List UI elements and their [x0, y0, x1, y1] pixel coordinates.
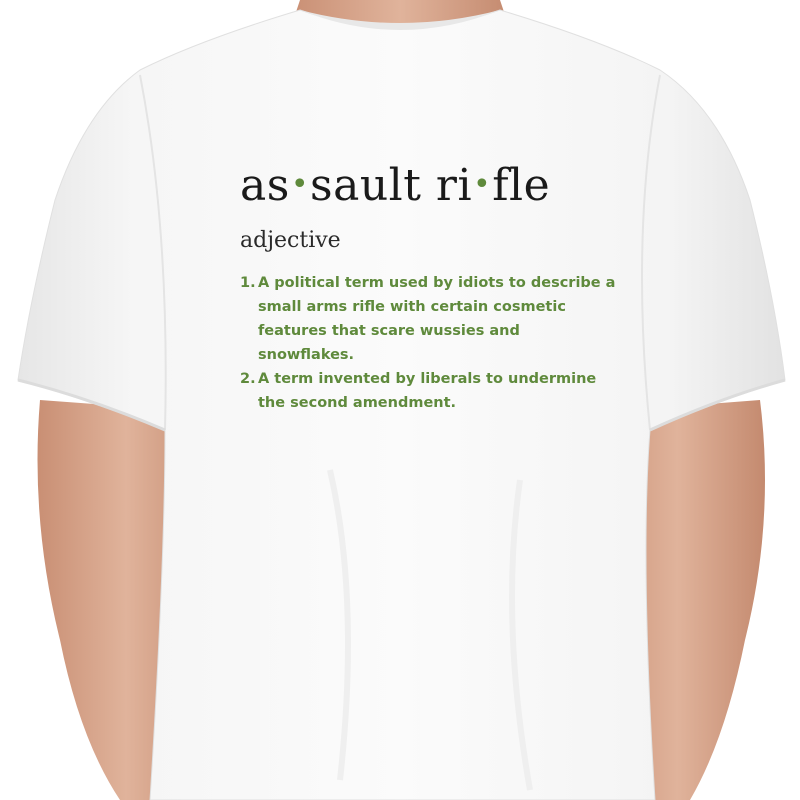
definition-item-1: [240, 271, 618, 367]
headword-part-1: as: [240, 160, 290, 211]
definition-text: A term invented by liberals to undermine the second amendment.: [258, 371, 597, 411]
definition-list: [240, 271, 640, 415]
shirt-print: [240, 160, 640, 415]
definition-text: A political term used by idiots to describe a small arms rifle with certain cosmetic features that scare wussies and snowflakes.: [258, 275, 616, 363]
part-of-speech: adjective: [240, 228, 341, 253]
definition-number: 2.: [240, 371, 256, 387]
syllable-dot-2: •: [473, 167, 492, 202]
syllable-dot-1: •: [290, 167, 310, 202]
definition-item-2: [240, 367, 618, 415]
headword: [240, 160, 640, 217]
headword-part-3: fle: [492, 160, 551, 211]
definition-number: 1.: [240, 275, 256, 291]
headword-part-2: sault ri: [310, 160, 473, 211]
